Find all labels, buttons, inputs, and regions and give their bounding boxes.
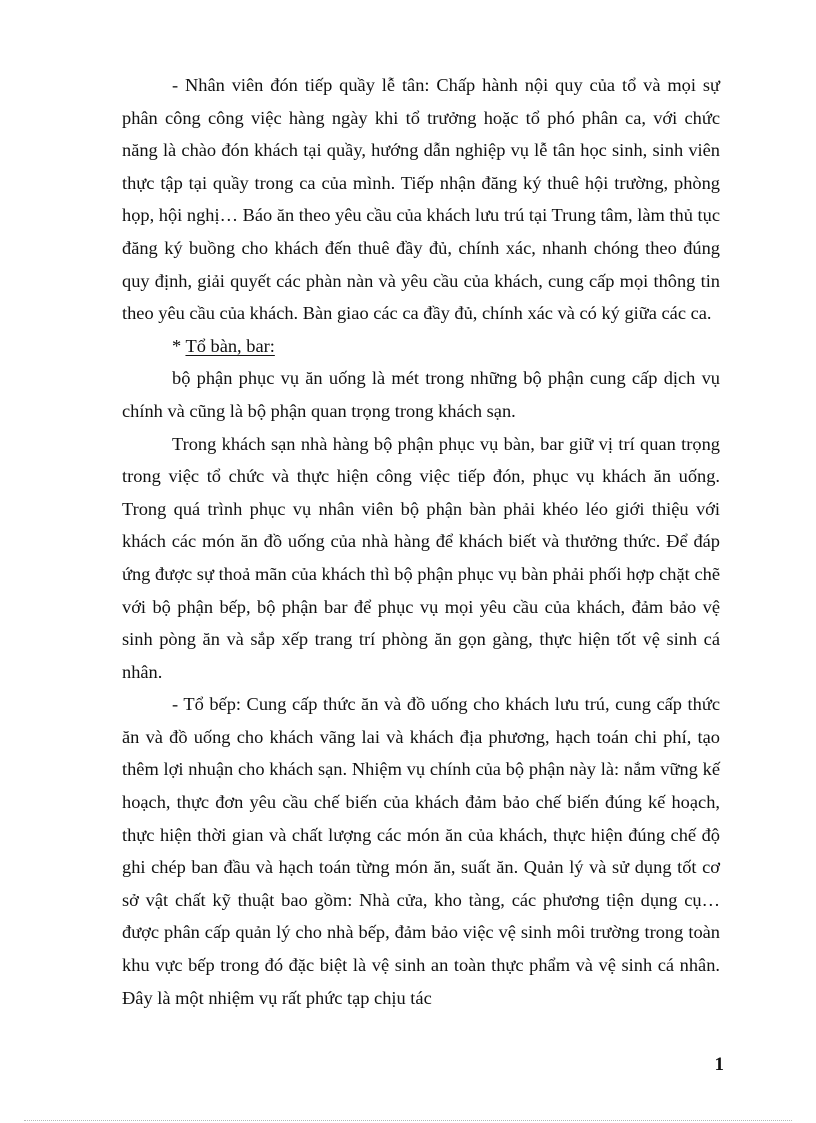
paragraph-table-bar-intro: bộ phận phục vụ ăn uống là mét trong những bộ phận cung cấp dịch vụ chính và cũng là bộ phận quan trọng trong khách sạn. bbox=[122, 368, 720, 421]
heading-bullet: * bbox=[172, 335, 186, 356]
heading-title: Tổ bàn, bar: bbox=[185, 335, 275, 356]
page-number: 1 bbox=[714, 1054, 724, 1075]
paragraph-kitchen: - Tổ bếp: Cung cấp thức ăn và đồ uống cho khách lưu trú, cung cấp thức ăn và đồ uống cho khách vãng lai và khách địa phương, hạch toán chi phí, tạo thêm lợi nhuận cho khách sạn. Nhiệm vụ chính của bộ phận này là: nắm vững kế hoạch, thực đơn yêu cầu chế biến của khách đảm bảo chế biến đúng kế hoạch, thực hiện thời gian và chất lượng các món ăn của khách, thực hiện đúng chế độ ghi chép ban đầu và hạch toán từng món ăn, suất ăn. Quản lý và sử dụng tốt cơ sở vật chất kỹ thuật bao gồm: Nhà cửa, kho tàng, các phương tiện dụng cụ… được phân cấp quản lý cho nhà bếp, đảm bảo việc vệ sinh môi trường trong toàn khu vực bếp trong đó đặc biệt là vệ sinh an toàn thực phẩm và vệ sinh cá nhân. Đây là một nhiệm vụ rất phức tạp chịu tác bbox=[122, 694, 720, 1008]
footer-divider bbox=[24, 1120, 792, 1121]
body-text bbox=[122, 69, 720, 1014]
section-heading-table-bar bbox=[122, 330, 720, 363]
paragraph-table-bar-duties: Trong khách sạn nhà hàng bộ phận phục vụ bàn, bar giữ vị trí quan trọng trong việc tổ chức và thực hiện công việc tiếp đón, phục vụ khách ăn uống. Trong quá trình phục vụ nhân viên bộ phận bàn phải khéo léo giới thiệu với khách các món ăn đồ uống của nhà hàng để khách biết và thưởng thức. Để đáp ứng được sự thoả mãn của khách thì bộ phận phục vụ bàn phải phối hợp chặt chẽ với bộ phận bếp, bộ phận bar để phục vụ mọi yêu cầu của khách, đảm bảo vệ sinh pòng ăn và sắp xếp trang trí phòng ăn gọn gàng, thực hiện tốt vệ sinh cá nhân. bbox=[122, 433, 720, 682]
paragraph-front-desk-staff: - Nhân viên đón tiếp quầy lễ tân: Chấp hành nội quy của tổ và mọi sự phân công công việc hàng ngày khi tổ trưởng hoặc tổ phó phân ca, với chức năng là chào đón khách tại quầy, hướng dẫn nghiệp vụ lễ tân học sinh, sinh viên thực tập tại quầy trong ca của mình. Tiếp nhận đăng ký thuê hội trường, phòng họp, hội nghị… Báo ăn theo yêu cầu của khách lưu trú tại Trung tâm, làm thủ tục đăng ký buồng cho khách đến thuê đầy đủ, chính xác, nhanh chóng theo đúng quy định, giải quyết các phàn nàn và yêu cầu của khách, cung cấp mọi thông tin theo yêu cầu của khách. Bàn giao các ca đầy đủ, chính xác và có ký giữa các ca. bbox=[122, 75, 720, 324]
